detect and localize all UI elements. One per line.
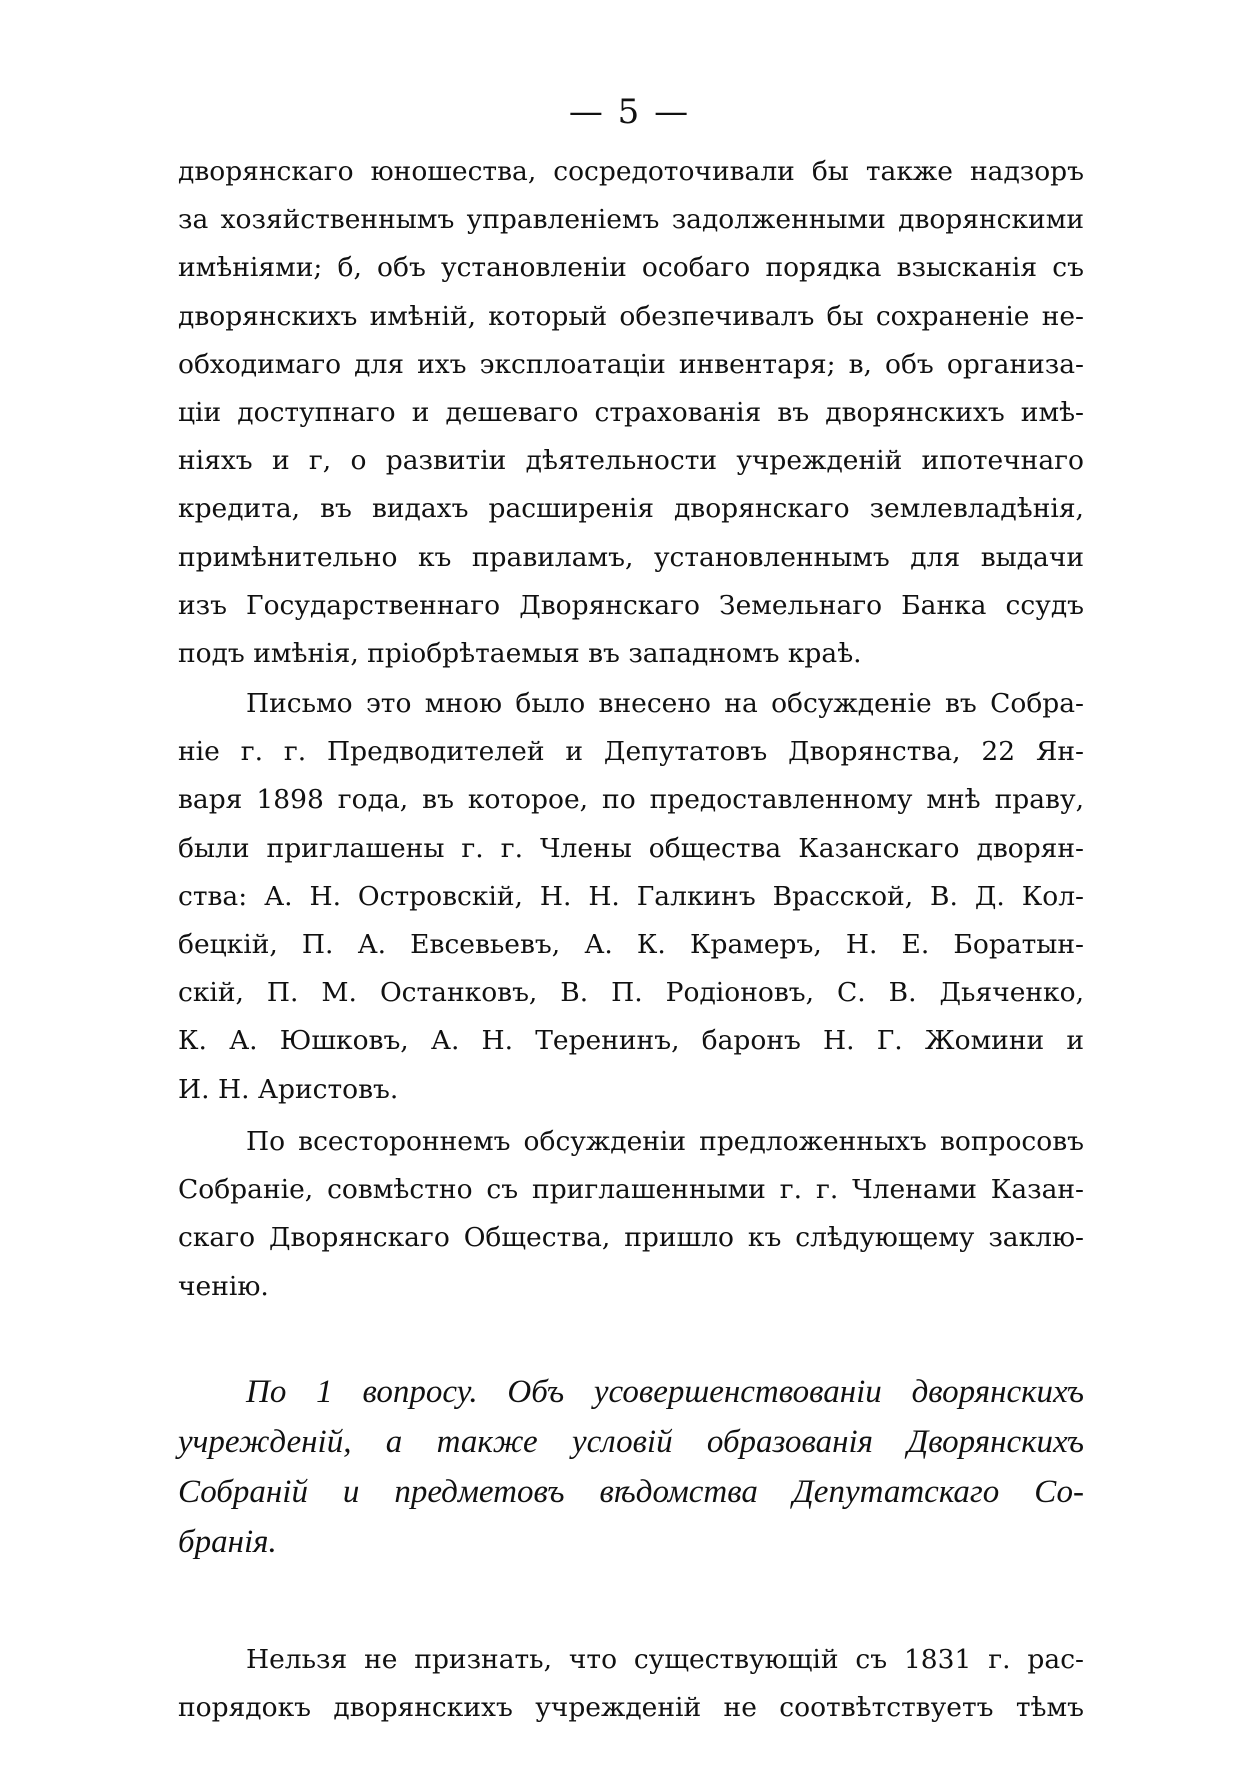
text-line: подъ имѣнія, пріобрѣтаемыя въ западномъ краѣ. <box>178 637 862 669</box>
text-line: ніе г. г. Предводителей и Депутатовъ Дворянства, 22 Ян- <box>178 736 1084 768</box>
page-number: — 5 — <box>568 92 691 132</box>
text-line: примѣнительно къ правиламъ, установленнымъ для выдачи <box>178 541 1084 573</box>
text-line: ніяхъ и г, о развитіи дѣятельности учрежденій ипотечнаго <box>178 445 1084 477</box>
paragraph-1 <box>178 148 1084 678</box>
text-line: были приглашены г. г. Члены общества Казанскаго дворян- <box>178 832 1084 864</box>
text-line: По всестороннемъ обсужденіи предложенныхъ вопросовъ <box>246 1126 1084 1157</box>
text-line: за хозяйственнымъ управленіемъ задолженными дворянскими <box>178 204 1084 236</box>
text-line: ства: А. Н. Островскій, Н. Н. Галкинъ Врасской, В. Д. Кол- <box>178 880 1084 912</box>
text-line: ціи доступнаго и дешеваго страхованія въ дворянскихъ имѣ- <box>178 396 1084 428</box>
text-line: Собраніе, совмѣстно съ приглашенными г. г. Членами Казан- <box>178 1174 1084 1206</box>
text-line: Письмо это мною было внесено на обсужденіе въ Собра- <box>246 688 1084 719</box>
text-line: кредита, въ видахъ расширенія дворянскаго землевладѣнія, <box>178 493 1084 525</box>
text-line: И. Н. Аристовъ. <box>178 1073 399 1105</box>
text-line: К. А. Юшковъ, А. Н. Теренинъ, баронъ Н. Г. Жомини и <box>178 1025 1084 1057</box>
text-line: изъ Государственнаго Дворянскаго Земельнаго Банка ссудъ <box>178 589 1084 621</box>
text-line: дворянскаго юношества, сосредоточивали бы также надзоръ <box>178 156 1084 187</box>
text-line: имѣніями; б, объ установленіи особаго порядка взысканія съ <box>178 252 1084 284</box>
paragraph-2 <box>178 680 1084 1114</box>
text-line: варя 1898 года, въ которое, по предоставленному мнѣ праву, <box>178 784 1084 816</box>
text-line: ченію. <box>178 1270 269 1302</box>
text-line: бецкій, П. А. Евсевьевъ, А. К. Крамеръ, Н. Е. Боратын- <box>178 928 1084 960</box>
text-line: обходимаго для ихъ эксплоатаціи инвентаря; в, объ организа- <box>178 348 1084 380</box>
heading-line: бранія. <box>178 1524 277 1560</box>
text-line: порядокъ дворянскихъ учрежденій не соотвѣтствуетъ тѣмъ <box>178 1692 1084 1724</box>
text-line: скаго Дворянскаго Общества, пришло къ слѣдующему заклю- <box>178 1222 1084 1254</box>
section-heading <box>178 1367 1084 1567</box>
heading-line: По 1 вопросу. Объ усовершенствованіи дворянскихъ <box>246 1374 1084 1410</box>
heading-line: Собраній и предметовъ вѣдомства Депутатскаго Со- <box>178 1474 1084 1510</box>
text-line: Нельзя не признать, что существующій съ 1831 г. рас- <box>246 1644 1084 1675</box>
text-line: скій, П. М. Останковъ, В. П. Родіоновъ, С. В. Дьяченко, <box>178 977 1084 1009</box>
text-line: дворянскихъ имѣній, который обезпечивалъ бы сохраненіе не- <box>178 300 1084 332</box>
heading-line: учрежденій, а также условій образованія Дворянскихъ <box>178 1424 1084 1460</box>
paragraph-3 <box>178 1118 1084 1311</box>
paragraph-4 <box>178 1636 1084 1732</box>
